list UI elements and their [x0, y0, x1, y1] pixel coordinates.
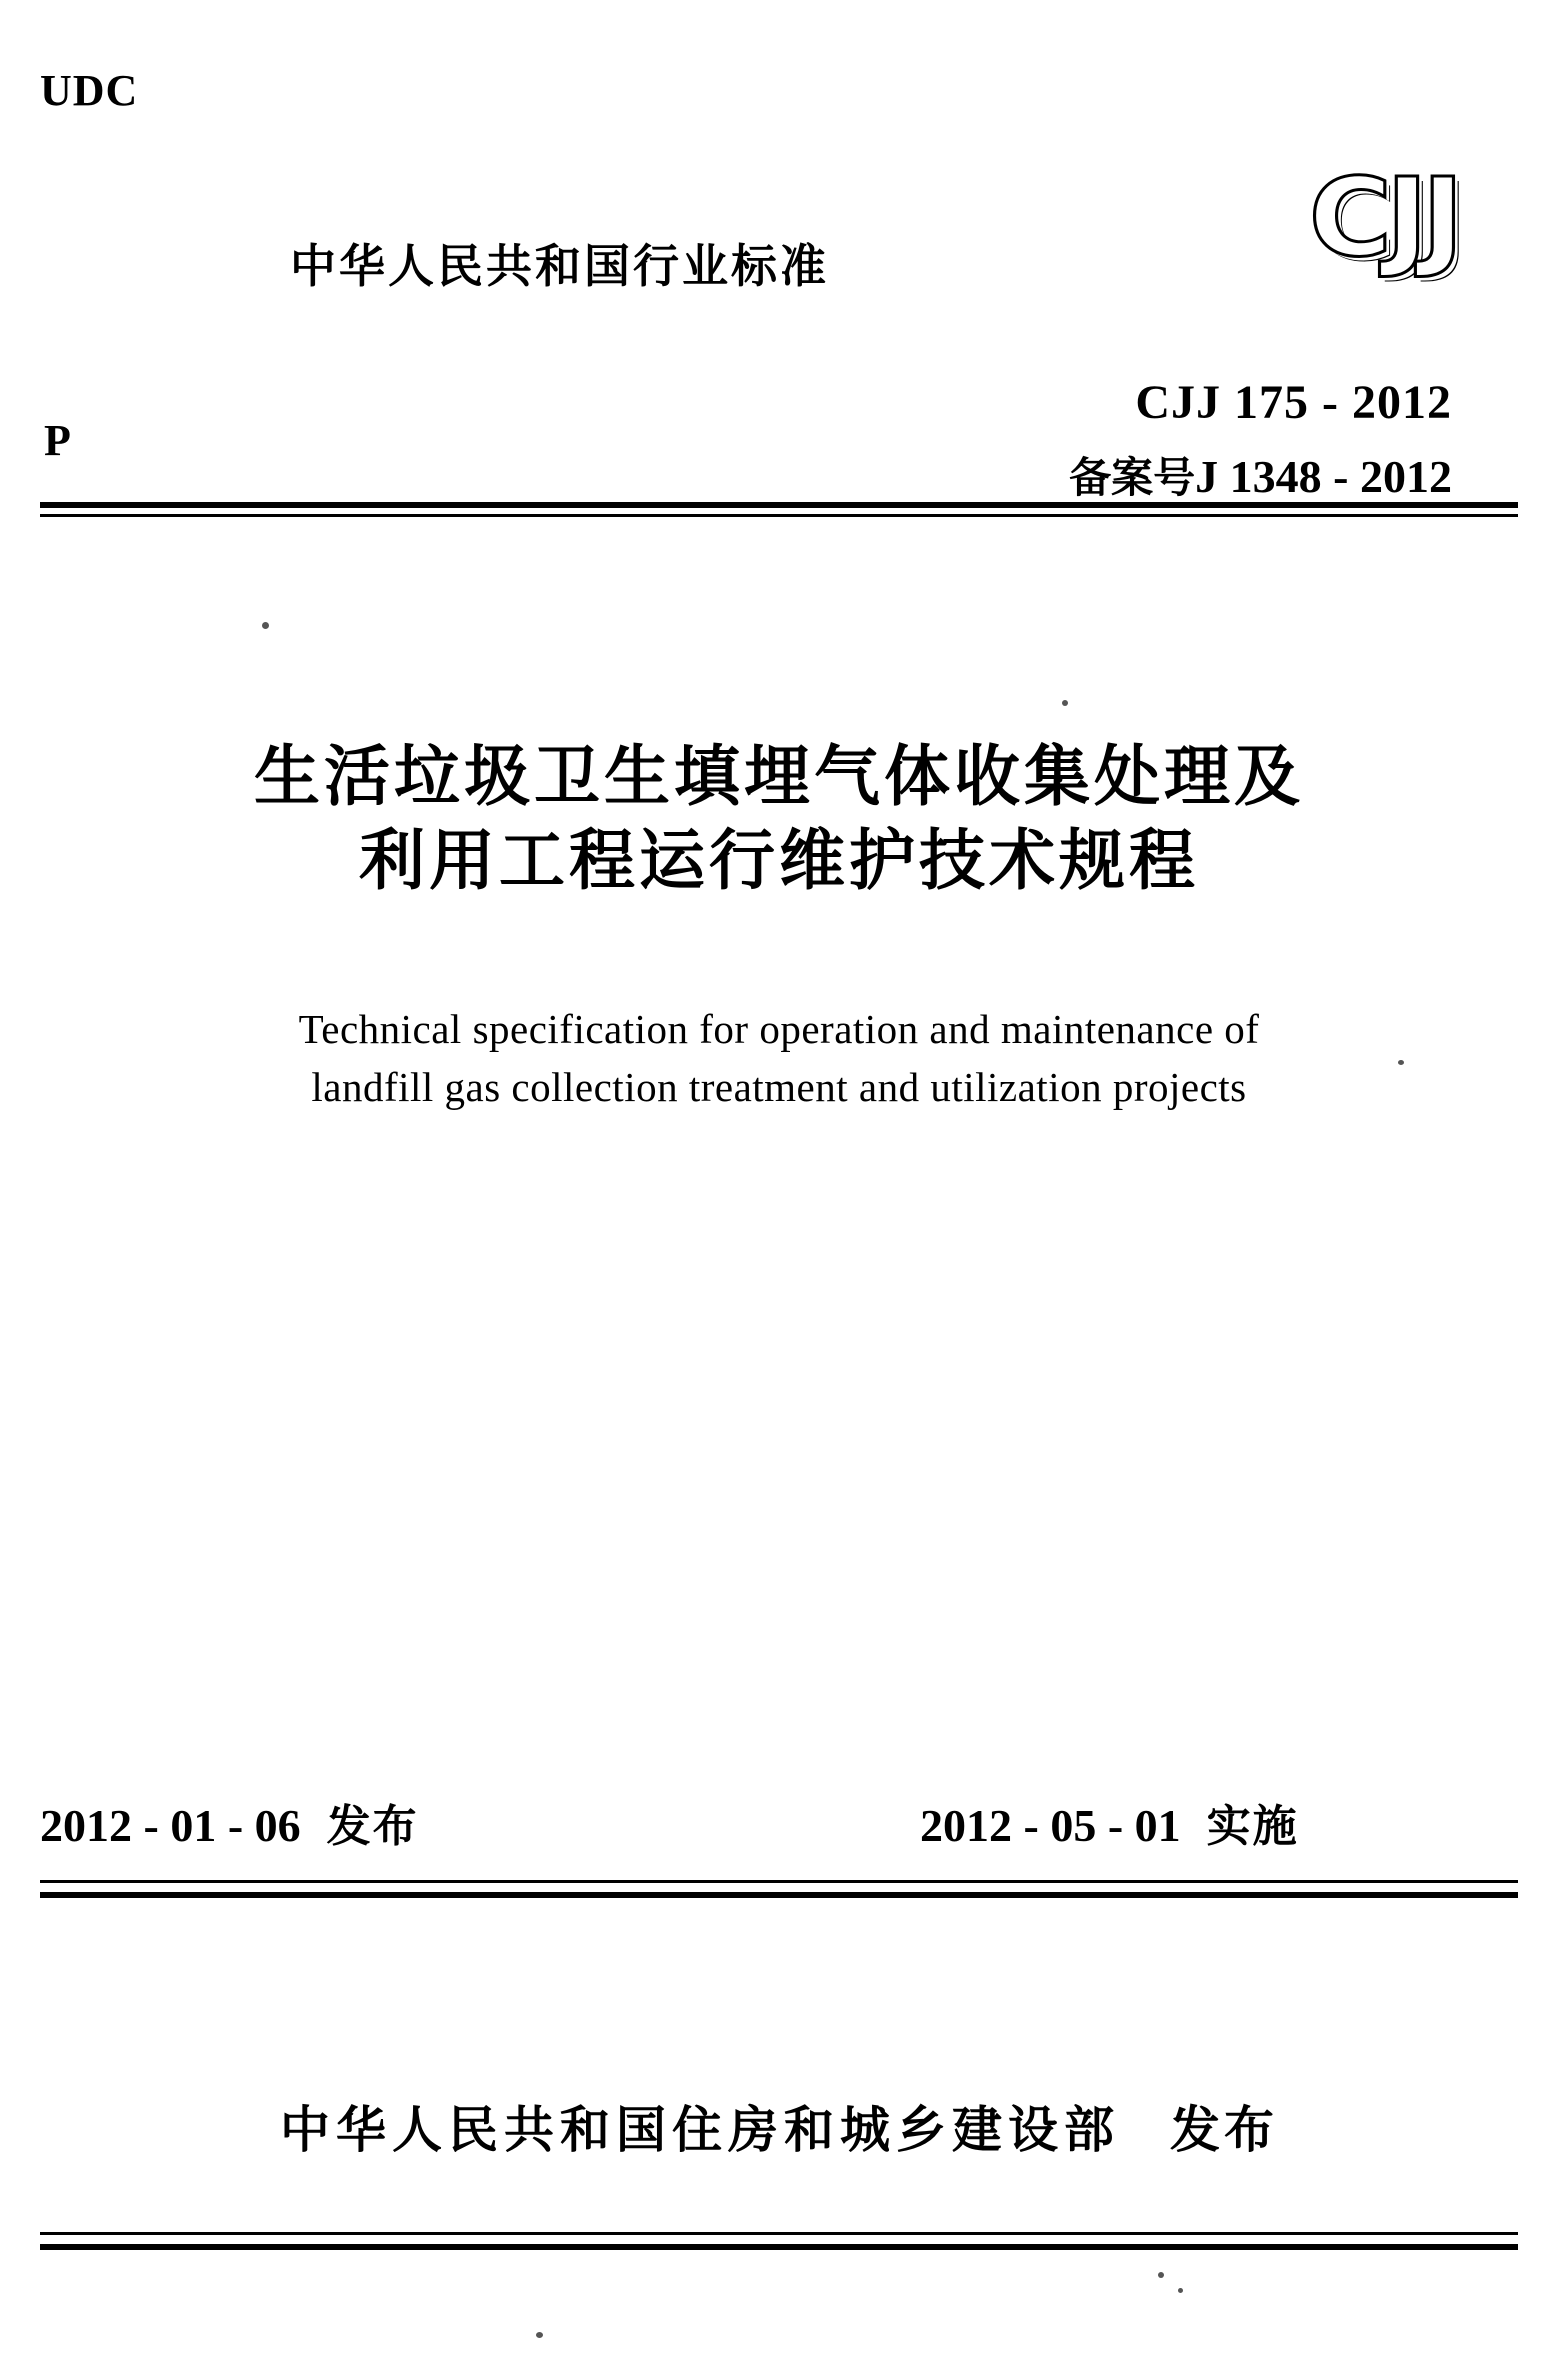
publisher-name: 中华人民共和国住房和城乡建设部 [280, 2101, 1120, 2159]
scan-speck [1158, 2272, 1164, 2278]
footer-rule-thin [40, 1880, 1518, 1883]
dates-row [40, 1790, 1520, 1860]
title-chinese [0, 735, 1558, 904]
scan-speck [1062, 700, 1068, 706]
scan-speck [262, 622, 269, 629]
publisher-verb: 发布 [1170, 2101, 1278, 2159]
header-rule-thin [40, 514, 1518, 517]
bottom-rule-thin [40, 2232, 1518, 2235]
udc-label: UDC [40, 66, 139, 115]
footer-rule-thick [40, 1892, 1518, 1898]
issue-date: 2012 - 01 - 06 [40, 1800, 301, 1851]
issue-date-label: 发布 [326, 1801, 419, 1852]
title-english-line-1: Technical specification for operation and maintenance of [298, 1006, 1260, 1052]
title-chinese-line-2: 利用工程运行维护技术规程 [359, 822, 1199, 900]
scan-speck [1178, 2288, 1183, 2293]
scan-speck [1398, 1060, 1404, 1065]
scan-speck [536, 2332, 543, 2338]
effective-date-label: 实施 [1206, 1801, 1299, 1852]
cover-header [40, 45, 1520, 505]
title-chinese-line-1: 生活垃圾卫生填埋气体收集处理及 [254, 738, 1304, 815]
effective-date: 2012 - 05 - 01 [920, 1800, 1181, 1851]
record-number [1069, 445, 1452, 505]
record-number-value: J 1348 - 2012 [1195, 451, 1452, 502]
issuing-body-line: 中华人民共和国行业标准 [290, 239, 829, 293]
bottom-rule-thick [40, 2244, 1518, 2250]
publisher-line [0, 2090, 1558, 2162]
standard-number: CJJ 175 - 2012 [1135, 376, 1452, 429]
issue-date-group [40, 1790, 419, 1854]
title-english-line-2: landfill gas collection treatment and utilization projects [311, 1064, 1247, 1111]
record-number-prefix: 备案号 [1069, 453, 1196, 502]
classification-mark: P [44, 416, 71, 465]
cjj-logo: CJJ [1309, 156, 1458, 281]
title-english [0, 1000, 1558, 1116]
effective-date-group [920, 1790, 1299, 1854]
header-rule-thick [40, 502, 1518, 508]
